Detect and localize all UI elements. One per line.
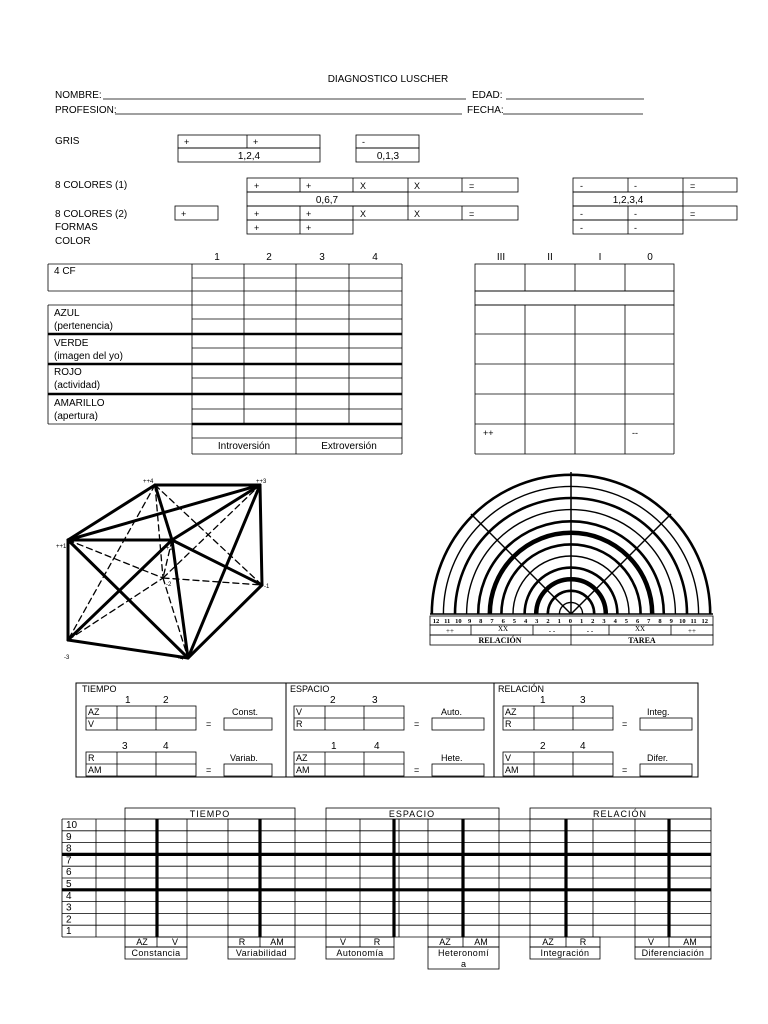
row-4cf: 4 CF [54, 266, 76, 277]
minus-minus-label: -- [632, 428, 638, 438]
group-espacio-r2: R [296, 719, 303, 729]
grid-level-label: 9 [66, 831, 72, 843]
semicircle-scale-number: 9 [669, 618, 673, 625]
semicircle-rays [430, 472, 713, 614]
col-4: 4 [372, 252, 378, 263]
group-relacion-r4: AM [505, 765, 519, 775]
group-relacion-n3: 2 [540, 741, 546, 752]
cube-label-m3: -3 [64, 655, 70, 661]
row-verde-color: VERDE [54, 338, 89, 349]
grid-level-label: 2 [66, 914, 72, 926]
group-tiempo-result: Const. [232, 707, 259, 717]
semicircle-scale-number: 12 [701, 618, 709, 625]
gris-minus: - [362, 137, 365, 147]
semicircle-scale-number: 6 [501, 618, 505, 625]
group-relacion-n1: 1 [540, 695, 546, 706]
group-tiempo-r1: AZ [88, 707, 100, 717]
semicircle-scale-number: 11 [444, 618, 451, 625]
pair-box [530, 937, 600, 947]
cube-label-p2: +2 [166, 546, 173, 552]
grid-pair-label: R [238, 937, 246, 947]
c2-minus-2: - [634, 209, 637, 219]
group-tiempo-r4: AM [88, 765, 102, 775]
grid-pair-label: AM [683, 937, 697, 947]
group-espacio-n2: 3 [372, 695, 378, 706]
row-rojo-color: ROJO [54, 367, 82, 378]
grid-pair-label: AM [270, 937, 284, 947]
grid-pair-label: AZ [136, 937, 148, 947]
roman-3: III [496, 252, 506, 263]
semicircle-scale-number: 4 [613, 618, 617, 625]
c2-x-2: X [414, 209, 421, 219]
cube-diagram [68, 485, 262, 658]
semicircle-scale-number: 9 [467, 618, 472, 625]
semicircle-scale-number: 10 [455, 618, 462, 625]
group-relacion-eq1: = [622, 719, 628, 729]
semi-sign-4: - - [586, 627, 594, 635]
group-espacio-n1: 2 [330, 695, 336, 706]
semicircle-scale-number: 2 [591, 618, 595, 625]
c2-x-1: X [360, 209, 367, 219]
group-espacio [290, 684, 484, 776]
semicircle-scale-number: 4 [523, 618, 528, 625]
semicircle-scale-number: 12 [432, 618, 440, 625]
grid-pair-label: V [647, 937, 655, 947]
c2-minus-1: - [580, 209, 583, 219]
c1-x-2: X [414, 181, 421, 191]
semicircle-scale-number: 8 [658, 618, 662, 625]
roman-2: II [547, 252, 553, 263]
c2-eq-2: = [690, 209, 696, 219]
grid-trait-label: Variabilidad [235, 948, 288, 958]
c1-pos-value: 0,6,7 [315, 195, 339, 206]
grid-pair-label: AZ [439, 937, 451, 947]
group-tiempo-result2: Variab. [230, 753, 258, 763]
group-relacion-r1: AZ [505, 707, 517, 717]
c2-plus-0: + [181, 209, 187, 219]
gris-plus-1: + [184, 137, 190, 147]
grid-pair-label: AM [474, 937, 488, 947]
group-relacion [498, 684, 692, 776]
c1-minus-1: - [580, 181, 583, 191]
c1-eq: = [469, 181, 475, 191]
group-relacion-r3: V [505, 753, 512, 763]
colores1-label: 8 COLORES (1) [55, 180, 128, 191]
group-espacio-n4: 4 [374, 741, 380, 752]
grid-trait-label: Heteronomí [437, 948, 490, 958]
score-grid [62, 819, 711, 937]
semicircle-scale-number: 8 [479, 618, 483, 625]
gris-neg-value: 0,1,3 [376, 151, 400, 162]
row-azul-color: AZUL [54, 308, 80, 319]
formas-plus-2: + [306, 223, 312, 233]
group-tiempo-n4: 4 [163, 741, 169, 752]
group-relacion-title: RELACIÓN [498, 684, 545, 694]
score-pairs [125, 937, 711, 947]
semi-sign-6: ++ [688, 627, 696, 635]
semicircle-scale-number: 3 [535, 618, 539, 625]
group-espacio-r4: AM [296, 765, 310, 775]
grid-header-espacio: ESPACIO [388, 809, 436, 819]
group-tiempo [82, 684, 272, 776]
row-verde-meaning: (imagen del yo) [54, 351, 123, 362]
roman-0: 0 [647, 252, 653, 263]
group-tiempo-eq2: = [206, 765, 212, 775]
semicircle-scale-number: 7 [647, 618, 651, 625]
date-label: FECHA: [467, 105, 504, 116]
semi-relacion: RELACIÓN [478, 636, 522, 645]
summary-boxes [175, 135, 737, 234]
semicircle-scale-number: 7 [490, 618, 494, 625]
group-relacion-result: Integ. [647, 707, 670, 717]
col-2: 2 [266, 252, 272, 263]
formas-label: FORMAS [55, 222, 98, 233]
semicircle-scale-number: 10 [679, 618, 686, 625]
grid-pair-label: V [339, 937, 347, 947]
semicircle-scale-number: 11 [690, 618, 697, 625]
group-espacio-r1: V [296, 707, 303, 717]
grid-header-relacion: RELACIÓN [592, 809, 648, 819]
cube-label-pp3: ++3 [256, 479, 267, 485]
group-espacio-r3: AZ [296, 753, 308, 763]
semicircle-scale-number: 5 [624, 618, 629, 625]
group-espacio-n3: 1 [331, 741, 337, 752]
semicircle-scale-number: 0 [568, 618, 573, 625]
grid-level-label: 10 [66, 820, 78, 831]
col-3: 3 [319, 252, 325, 263]
gris-label: GRIS [55, 136, 80, 147]
formas-plus-1: + [254, 223, 260, 233]
group-tiempo-n2: 2 [163, 695, 169, 706]
extroversion-label: Extroversión [321, 441, 377, 452]
semicircle-scale-number: 5 [512, 618, 517, 625]
semi-tarea: TAREA [628, 636, 656, 645]
gris-plus-2: + [253, 137, 259, 147]
row-rojo-meaning: (actividad) [54, 380, 101, 391]
semi-sign-1: ++ [446, 627, 454, 635]
color-label: COLOR [55, 236, 91, 247]
grid-level-label: 6 [66, 867, 72, 879]
grid-level-label: 3 [66, 902, 72, 914]
grid-trait-label: Constancia [131, 948, 181, 958]
group-tiempo-r3: R [88, 753, 95, 763]
row-amarillo-color: AMARILLO [54, 398, 105, 409]
grid-trait-label: Integración [540, 948, 590, 958]
group-tiempo-n3: 3 [122, 741, 128, 752]
introversion-label: Introversión [217, 441, 271, 452]
grid-level-label: 5 [66, 879, 72, 890]
semi-sign-2: XX [497, 625, 509, 633]
group-tiempo-n1: 1 [125, 695, 131, 706]
group-espacio-title: ESPACIO [290, 684, 330, 694]
group-relacion-r2: R [505, 719, 512, 729]
semicircle-scale-number: 1 [557, 618, 561, 625]
grid-pair-label: R [579, 937, 587, 947]
roman-1: I [598, 252, 602, 263]
row-azul-meaning: (pertenencia) [54, 321, 113, 332]
page-title: DIAGNOSTICO LUSCHER [327, 74, 449, 85]
group-espacio-result: Auto. [441, 707, 463, 717]
c2-eq: = [469, 209, 475, 219]
score-traits [125, 947, 711, 969]
group-relacion-n4: 4 [580, 741, 586, 752]
pair-box [635, 937, 711, 947]
cube-label-pp1: ++1 [56, 544, 67, 550]
plus-plus-label: ++ [483, 428, 494, 438]
group-espacio-eq2: = [414, 765, 420, 775]
grid-pair-label: R [373, 937, 381, 947]
formas-minus-1: - [580, 223, 583, 233]
name-label: NOMBRE: [55, 90, 102, 101]
grid-trait-label: Autonomía [336, 948, 384, 958]
row-amarillo-meaning: (apertura) [54, 411, 98, 422]
grid-level-label: 1 [66, 926, 72, 938]
grid-level-label: 4 [66, 890, 72, 902]
formas-minus-2: - [634, 223, 637, 233]
cube-label-m2: -2 [166, 582, 172, 588]
c2-plus-1: + [254, 209, 260, 219]
grid-pair-label: AZ [542, 937, 554, 947]
c1-plus-2: + [306, 181, 312, 191]
grid-trait-wrap: a [460, 959, 467, 969]
semicircle-scale-number: 6 [635, 618, 640, 625]
col-1: 1 [214, 252, 220, 263]
semi-sign-3: - - [548, 627, 556, 635]
profession-label: PROFESION: [55, 105, 117, 116]
gris-pos-value: 1,2,4 [237, 151, 261, 162]
group-relacion-result2: Difer. [647, 753, 669, 763]
group-relacion-n2: 3 [580, 695, 586, 706]
score-levels [66, 820, 78, 937]
c1-x-1: X [360, 181, 367, 191]
cube-label-pp4: ++4 [143, 479, 154, 485]
colores2-label: 8 COLORES (2) [55, 209, 128, 220]
semicircle-scale-number: 2 [546, 618, 550, 625]
main-table-grid [48, 264, 674, 454]
grid-header-tiempo: TIEMPO [189, 809, 231, 819]
group-tiempo-title: TIEMPO [82, 684, 117, 694]
grid-trait-label: Diferenciación [641, 948, 705, 958]
c1-eq-2: = [690, 181, 696, 191]
c2-plus-2: + [306, 209, 312, 219]
group-relacion-eq2: = [622, 765, 628, 775]
c1-neg-value: 1,2,3,4 [612, 195, 644, 206]
cube-label-m1: -1 [264, 584, 270, 590]
c1-plus-1: + [254, 181, 260, 191]
group-tiempo-eq1: = [206, 719, 212, 729]
semicircle-scale-number: 3 [602, 618, 606, 625]
semi-sign-5: XX [634, 625, 646, 633]
semicircle-scale [433, 618, 708, 625]
group-tiempo-r2: V [88, 719, 95, 729]
grid-pair-label: V [171, 937, 179, 947]
cube-label-m4: -4 [178, 656, 184, 662]
age-label: EDAD: [472, 90, 503, 101]
c1-minus-2: - [634, 181, 637, 191]
grid-level-label: 7 [66, 855, 72, 867]
grid-level-label: 8 [66, 843, 72, 855]
semicircle-scale-number: 1 [579, 618, 584, 625]
group-espacio-result2: Hete. [441, 753, 463, 763]
group-espacio-eq1: = [414, 719, 420, 729]
